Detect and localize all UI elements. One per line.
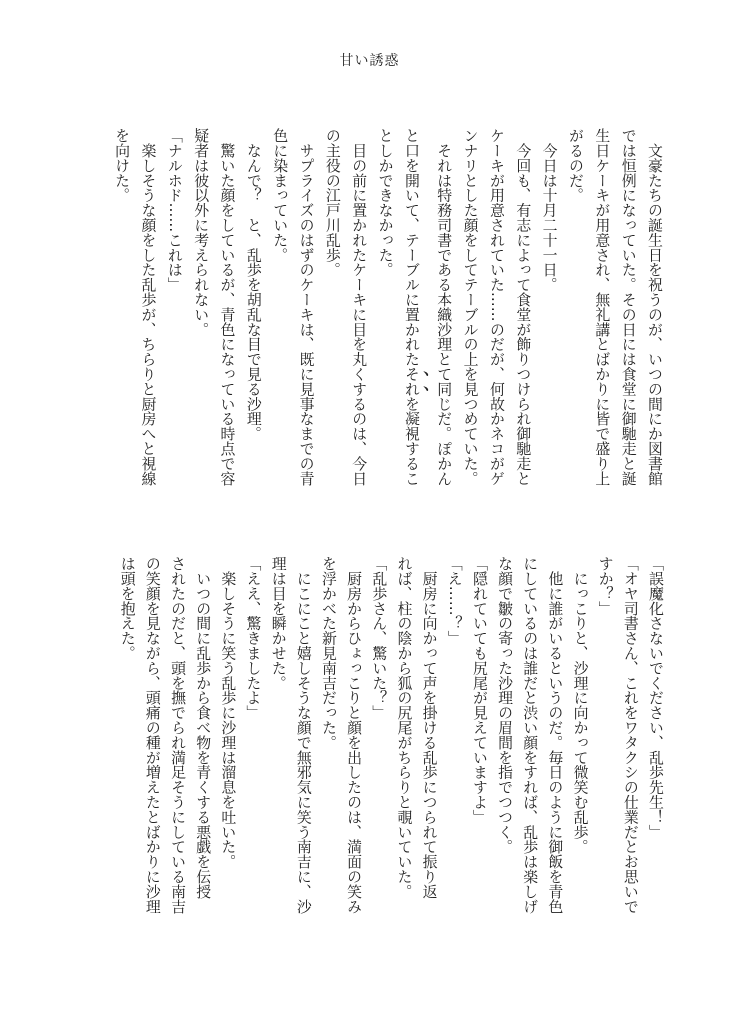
text-column: 理は目を瞬かせた。 [269, 556, 288, 691]
text-column: の主役の江戸川乱歩。 [323, 128, 342, 277]
text-segment: を凝視するこ [402, 396, 421, 486]
text-column: すか？」 [596, 556, 615, 616]
text-column: 「誤魔化さないでください、乱歩先生！」 [647, 556, 665, 840]
text-column: 「乱歩さん、驚いた？」 [370, 556, 389, 720]
text-column: 今日は十月二十一日。 [540, 128, 559, 292]
text-block-top [109, 128, 668, 498]
text-column: な顔で皺の寄った沙理の眉間を指でつつく。 [496, 556, 515, 854]
text-segment: と口を開いて、テーブルに置かれた [402, 128, 421, 367]
text-column: を浮かべた新見南吉だった。 [319, 556, 338, 750]
text-column: としかできなかった。 [376, 128, 395, 277]
text-column: 目の前に置かれたケーキに目を丸くするのは、今日 [350, 128, 369, 486]
text-column: サプライズのはずのケーキは、既に見事なまでの青 [297, 128, 316, 486]
text-column: 「え……？」 [445, 556, 464, 646]
text-column: 他に誰がいるというのだ。毎日のように御飯を青色 [546, 556, 565, 914]
text-column [399, 128, 431, 498]
text-column: 「ナルホド……これは」 [165, 128, 184, 292]
text-column: 色に染まっていた。 [271, 128, 290, 263]
text-column: は頭を抱えた。 [118, 556, 137, 661]
text-column: 厨房に向かって声を掛ける乱歩につられて振り返 [420, 556, 439, 899]
text-column: にこにこと嬉しそうな顔で無邪気に笑う南吉に、沙 [294, 556, 313, 914]
text-column: 疑者は彼以外に考えられない。 [192, 128, 211, 337]
text-column: の笑顔を見ながら、頭痛の種が増えたとばかりに沙理 [143, 556, 162, 914]
text-column: 厨房からひょっこりと顔を出したのは、満面の笑み [345, 556, 364, 914]
text-column: れば、柱の陰から狐の尻尾がちらりと覗いていた。 [395, 556, 414, 899]
emphasized-text: それ [402, 366, 421, 397]
text-column: 文豪たちの誕生日を祝うのが、いつの間にか図書館 [646, 128, 664, 486]
text-column: それは特務司書である本織沙理とて同じだ。ぽかん [435, 128, 454, 486]
text-column: なんで？ と、乱歩を胡乱な目で見る沙理。 [244, 128, 263, 441]
text-column: 「オヤ司書さん、これをワタクシの仕業だとお思いで [621, 556, 640, 914]
text-column: 「隠れていても尻尾が見えていますよ」 [470, 556, 489, 825]
text-column: を向けた。 [113, 128, 132, 203]
text-column: 生日ケーキが用意され、無礼講とばかりに皆で盛り上 [593, 128, 612, 486]
text-column: 楽しそうに笑う乱歩に沙理は溜息を吐いた。 [219, 556, 238, 869]
page-title: 甘い誘惑 [339, 53, 400, 69]
text-column: がるのだ。 [566, 128, 585, 203]
text-column: ケーキが用意されていた……のだが、何故かネコがゲ [487, 128, 506, 486]
text-column: 「ええ、驚きましたよ」 [244, 556, 263, 720]
text-column: 楽しそうな顔をした乱歩が、ちらりと厨房へと視線 [139, 128, 158, 486]
text-column: いつの間に乱歩から食べ物を青くする悪戯を伝授 [194, 556, 213, 899]
text-column: されたのだと、頭を撫でられ満足そうにしている南吉 [169, 556, 188, 914]
text-column: にっこりと、沙理に向かって微笑む乱歩。 [571, 556, 590, 854]
text-column: 驚いた顔をしているが、青色になっている時点で容 [218, 128, 237, 486]
text-column: 今回も、有志によって食堂が飾りつけられ御馳走と [514, 128, 533, 486]
text-column: にしているのは誰だと渋い顔をすれば、乱歩は楽しげ [521, 556, 540, 914]
text-column: では恒例になっていた。その日には食堂に御馳走と誕 [619, 128, 638, 486]
text-column: ンナリとした顔をしてテーブルの上を見つめていた。 [461, 128, 480, 486]
text-block-bottom [115, 556, 668, 926]
